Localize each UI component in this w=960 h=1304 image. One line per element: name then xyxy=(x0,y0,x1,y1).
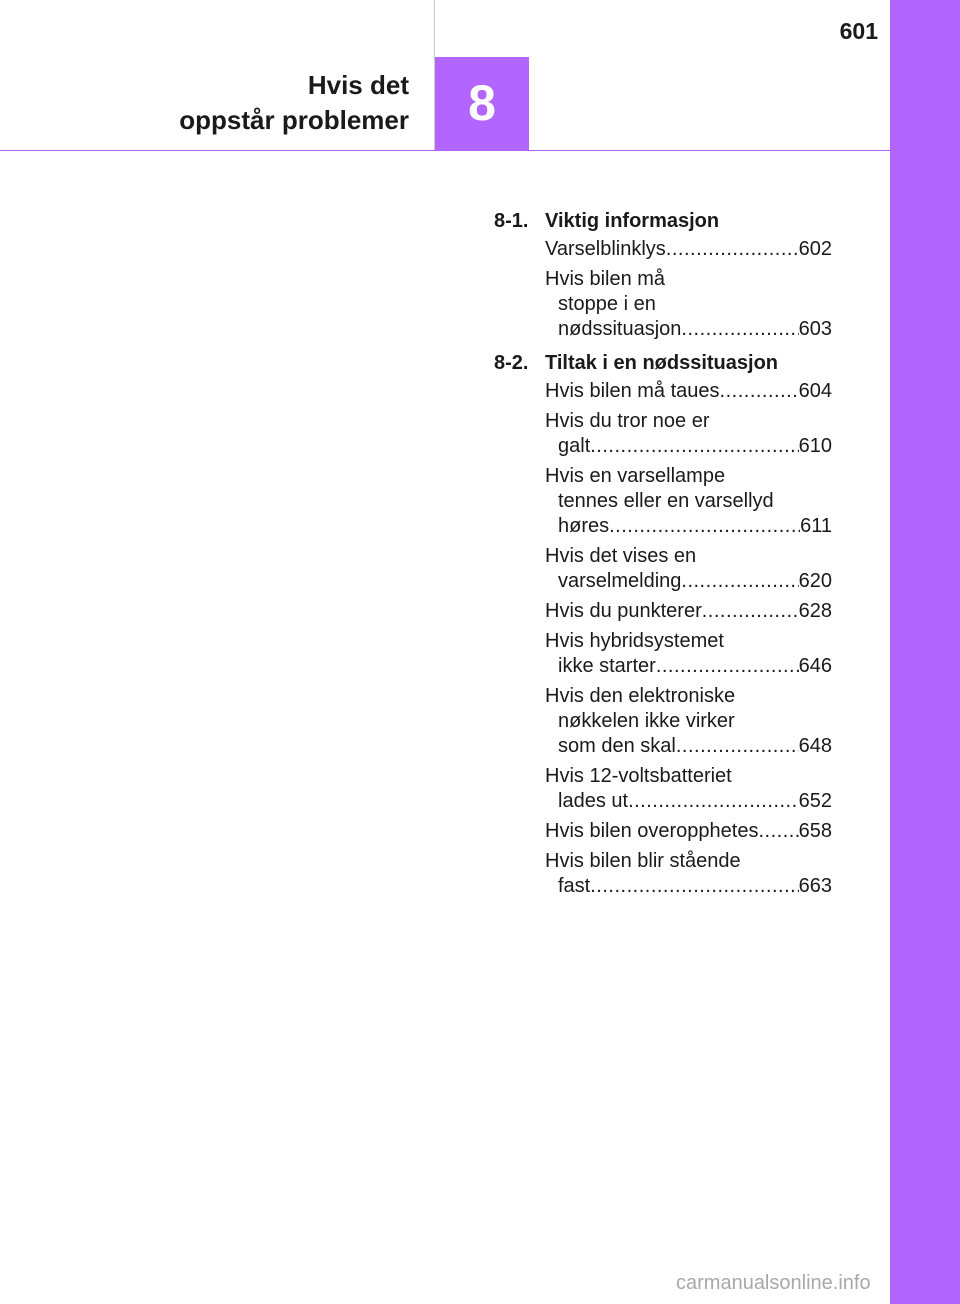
toc-entry-text: stoppe i en xyxy=(558,293,656,315)
toc-entry[interactable] xyxy=(545,237,832,262)
toc-dot-leader xyxy=(609,514,800,539)
toc-section-number: 8-1. xyxy=(494,210,529,232)
toc-entry-text: høres xyxy=(558,515,610,537)
toc-entry-line xyxy=(545,292,832,317)
toc-section-heading xyxy=(494,207,832,235)
toc-entry-text: Hvis du punkterer xyxy=(545,600,702,622)
toc-entry-text: Hvis det vises en xyxy=(545,545,697,567)
toc-dot-leader xyxy=(656,654,799,679)
toc-entry-line xyxy=(545,409,832,434)
table-of-contents xyxy=(494,207,832,906)
toc-page-number: 628 xyxy=(798,600,832,622)
toc-entry-text: varselmelding xyxy=(558,570,682,592)
toc-entry-text: Hvis bilen må taues xyxy=(545,380,720,402)
toc-entry-line xyxy=(545,514,832,539)
toc-page-number: 604 xyxy=(798,380,832,402)
toc-page-number: 602 xyxy=(798,238,832,260)
toc-dot-leader xyxy=(681,317,798,342)
toc-entry-line xyxy=(545,599,832,624)
toc-dot-leader xyxy=(590,874,798,899)
toc-entry-text: ikke starter xyxy=(558,655,656,677)
page-number: 601 xyxy=(839,18,878,44)
toc-entry-line xyxy=(545,874,832,899)
toc-dot-leader xyxy=(758,819,798,844)
toc-entry[interactable] xyxy=(545,599,832,624)
toc-entry[interactable] xyxy=(545,849,832,899)
header-rule xyxy=(0,150,891,151)
toc-entry-text: nøkkelen ikke virker xyxy=(558,710,735,732)
toc-entry-text: Hvis du tror noe er xyxy=(545,410,710,432)
toc-page-number: 663 xyxy=(798,875,832,897)
toc-entry-line xyxy=(545,237,832,262)
toc-entry-line xyxy=(545,434,832,459)
toc-page-number: 603 xyxy=(798,318,832,340)
toc-entry-text: Hvis den elektroniske xyxy=(545,685,736,707)
toc-entry-text: Hvis en varsellampe xyxy=(545,465,726,487)
toc-entry-line xyxy=(545,267,832,292)
toc-entry-line xyxy=(545,379,832,404)
toc-entry-line xyxy=(545,489,832,514)
toc-section xyxy=(494,207,832,342)
toc-entry-text: galt xyxy=(558,435,591,457)
toc-section-title: Viktig informasjon xyxy=(545,210,720,232)
toc-entry-text: nødssituasjon xyxy=(558,318,682,340)
toc-dot-leader xyxy=(628,789,799,814)
toc-entry[interactable] xyxy=(545,684,832,759)
toc-dot-leader xyxy=(720,379,799,404)
chapter-title-line: oppstår problemer xyxy=(179,105,409,135)
chapter-title-line: Hvis det xyxy=(307,70,409,100)
toc-entry[interactable] xyxy=(545,464,832,539)
toc-dot-leader xyxy=(681,569,798,594)
toc-entry-text: som den skal xyxy=(558,735,676,757)
toc-entry-line xyxy=(545,654,832,679)
toc-entry-line xyxy=(545,569,832,594)
toc-dot-leader xyxy=(702,599,799,624)
toc-entry-line xyxy=(545,544,832,569)
toc-entry[interactable] xyxy=(545,819,832,844)
chapter-side-strip xyxy=(890,0,960,1304)
toc-section-title: Tiltak i en nødssituasjon xyxy=(545,352,779,374)
toc-page-number: 652 xyxy=(798,790,832,812)
toc-entry[interactable] xyxy=(545,267,832,342)
chapter-number-badge: 8 xyxy=(435,57,529,150)
toc-page-number: 611 xyxy=(800,515,832,537)
chapter-title xyxy=(179,68,409,138)
toc-dot-leader xyxy=(666,237,799,262)
toc-entry[interactable] xyxy=(545,764,832,814)
toc-dot-leader xyxy=(676,734,799,759)
watermark: carmanualsonline.info xyxy=(676,1272,871,1294)
toc-entry-line xyxy=(545,789,832,814)
toc-entry-line xyxy=(545,849,832,874)
toc-dot-leader xyxy=(590,434,798,459)
toc-entry-text: Hvis 12-voltsbatteriet xyxy=(545,765,732,787)
toc-page-number: 648 xyxy=(798,735,832,757)
toc-entry-text: lades ut xyxy=(558,790,629,812)
toc-entry-line xyxy=(545,709,832,734)
toc-page-number: 658 xyxy=(798,820,832,842)
toc-page-number: 646 xyxy=(798,655,832,677)
toc-entry-line xyxy=(545,464,832,489)
toc-entry-text: Hvis bilen må xyxy=(545,268,666,290)
toc-entry-line xyxy=(545,764,832,789)
toc-entry-text: tennes eller en varsellyd xyxy=(558,490,774,512)
toc-entry-line xyxy=(545,629,832,654)
toc-entry-line xyxy=(545,819,832,844)
toc-entry[interactable] xyxy=(545,629,832,679)
toc-entry-text: Varselblinklys xyxy=(545,238,666,260)
toc-section xyxy=(494,349,832,899)
toc-entry[interactable] xyxy=(545,544,832,594)
toc-section-number: 8-2. xyxy=(494,352,529,374)
toc-page-number: 610 xyxy=(798,435,832,457)
toc-entry[interactable] xyxy=(545,409,832,459)
toc-entry-text: Hvis hybridsystemet xyxy=(545,630,724,652)
toc-entry-line xyxy=(545,684,832,709)
toc-entry-line xyxy=(545,317,832,342)
toc-entry-text: Hvis bilen overopphetes xyxy=(545,820,759,842)
toc-page-number: 620 xyxy=(798,570,832,592)
toc-entry-text: fast xyxy=(558,875,591,897)
toc-entry-text: Hvis bilen blir stående xyxy=(545,850,741,872)
toc-section-heading xyxy=(494,349,832,377)
toc-entry[interactable] xyxy=(545,379,832,404)
toc-entry-line xyxy=(545,734,832,759)
